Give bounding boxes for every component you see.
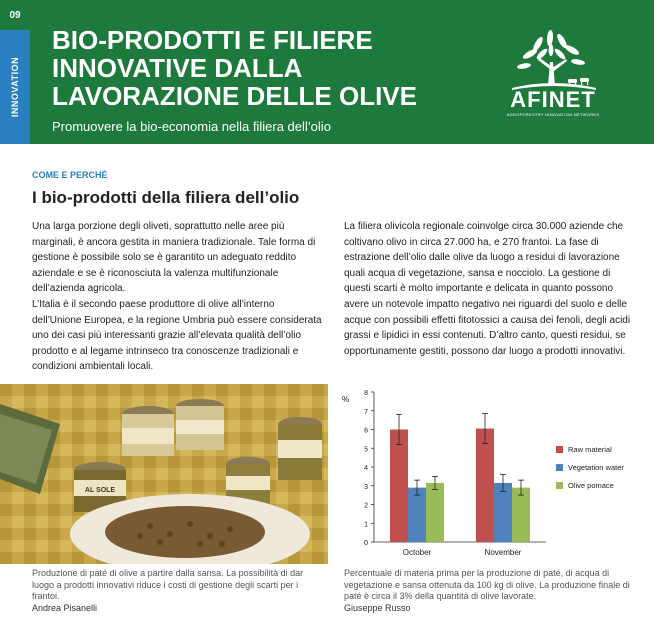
y-tick-label: 1 (364, 521, 368, 529)
title-line: BIO-PRODOTTI E FILIERE (52, 25, 373, 55)
bar (408, 488, 426, 542)
section-kicker: COME E PERCHÈ (32, 170, 108, 180)
bar (512, 488, 530, 542)
y-tick-label: 7 (364, 408, 368, 416)
section-label: INNOVATION (10, 56, 20, 118)
y-axis-label: % (342, 395, 350, 404)
legend-swatch (556, 446, 563, 453)
paragraph: Una larga porzione degli oliveti, soprattutto nelle aree più marginali, è ancora gestita in maniera tradizionale. Tale forma di gestione è possibile solo se è garantito un adeguato reddito aziendale e se è riconosciuta la valenza multifunzionale dell’azienda agricola. (32, 221, 316, 295)
y-tick-label: 3 (364, 483, 368, 491)
photo-caption (32, 568, 322, 614)
logo-wordmark: AFINET (510, 87, 596, 112)
x-tick-label: November (484, 548, 522, 557)
section-tab (0, 30, 30, 144)
legend-label: Olive pomace (568, 481, 614, 490)
jar-label: AL SOLE (84, 487, 116, 494)
y-tick-label: 8 (364, 390, 368, 397)
pate-production-chart (338, 386, 654, 568)
legend-swatch (556, 482, 563, 489)
right-column (344, 219, 634, 359)
y-tick-label: 0 (364, 540, 368, 547)
caption-author: Andrea Pisanelli (32, 602, 98, 613)
page-subtitle: Promuovere la bio-economia nella filiera dell’olio (52, 119, 331, 134)
section-sidebar (0, 0, 30, 144)
y-tick-label: 6 (364, 427, 368, 435)
legend-swatch (556, 464, 563, 471)
chart-caption (344, 568, 644, 614)
left-column (32, 219, 322, 375)
caption-text: Percentuale di materia prima per la produzione di paté, di acqua di vegetazione e sansa ottenuta da 100 kg di olive. La produzione finale di paté è circa il 3% della quantità di olive lavorate. (344, 568, 630, 601)
olive-pate-photo (0, 384, 328, 564)
y-tick-label: 2 (364, 502, 368, 510)
logo-tagline: AGROFORESTRY INNOVATION NETWORKS (506, 112, 600, 117)
title-line: LAVORAZIONE DELLE OLIVE (52, 81, 417, 111)
paragraph: L’Italia è il secondo paese produttore di olive all’interno dell’Unione Europea, e la regione Umbria può essere considerata uno dei casi più interessanti grazie all’elevata qualità dell’olio prodotto e al legame intrinseco tra conoscenze tradizionali e condizioni ambientali locali. (32, 298, 322, 373)
caption-text: Produzione di paté di olive a partire dalla sansa. La possibilità di dar luogo a prodotti innovativi riduce i costi di gestione degli scarti per i frantoi. (32, 568, 304, 601)
legend-label: Raw material (568, 445, 612, 454)
bar (426, 483, 444, 542)
x-tick-label: October (402, 548, 432, 557)
article-heading: I bio-prodotti della filiera dell’olio (32, 188, 300, 207)
caption-author: Giuseppe Russo (344, 602, 411, 613)
bar (476, 429, 494, 542)
title-line: INNOVATIVE DALLA (52, 53, 303, 83)
legend-label: Vegetation water (568, 463, 624, 472)
y-tick-label: 4 (364, 465, 368, 472)
page-title (52, 26, 452, 110)
page-number: 09 (0, 0, 30, 30)
paragraph: La filiera olivicola regionale coinvolge circa 30.000 aziende che coltivano olivo in circa 27.000 ha, e 270 frantoi. La fase di estrazione dell’olio dalle olive da luogo a residui di lavorazione quali acqua di vegetazione, sansa e nocciolo. La gestione di questi scarti è molto importante e delicata in quanto possono avere un notevole impatto negativo nei riguardi del suolo e delle acque con possibili effetti fitotossici a causa dei fenoli, degli acidi grassi e lipidici in essi contenuti. D’altro canto, questi residui, se opportunamente gestiti, possono dar luogo a prodotti innovativi. (344, 221, 631, 357)
y-tick-label: 5 (364, 446, 368, 454)
bar (390, 430, 408, 543)
bar (494, 483, 512, 542)
